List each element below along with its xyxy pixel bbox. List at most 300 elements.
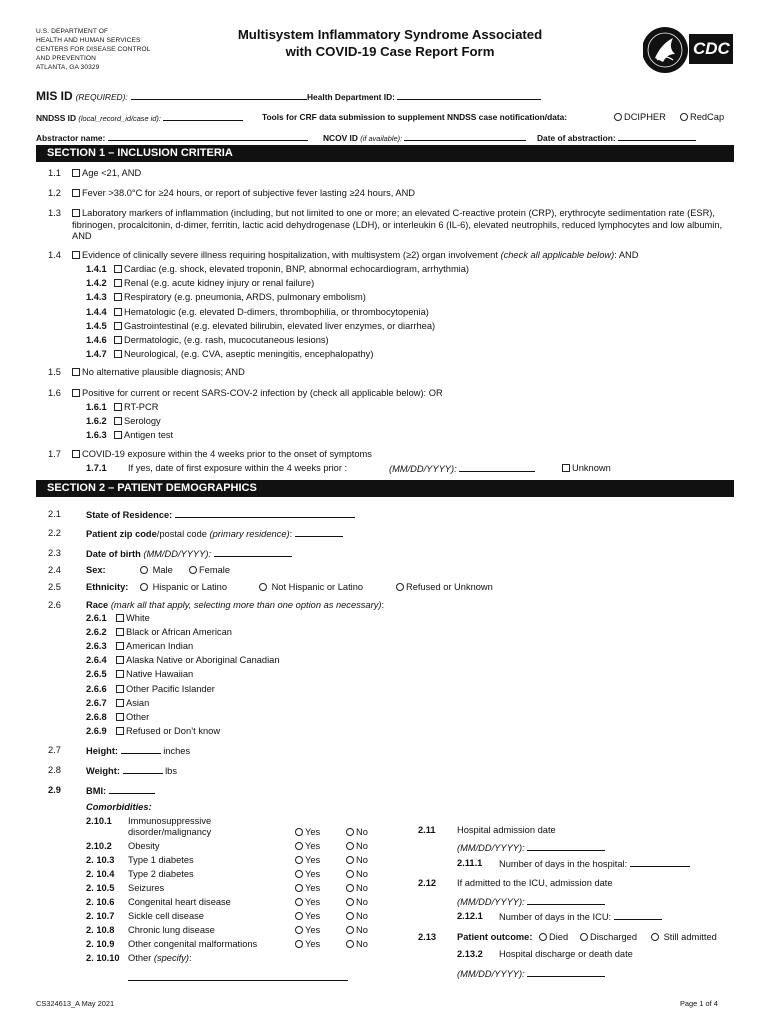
comorbidity-no-option[interactable] <box>346 925 368 935</box>
comorbidity-no-option[interactable] <box>346 841 368 851</box>
race-item <box>116 698 149 708</box>
hispanic-option[interactable] <box>140 582 227 592</box>
item-text: Cardiac (e.g. shock, elevated troponin, BNP, abnormal echocardiogram, arrhythmia) <box>124 264 470 274</box>
no-radio[interactable] <box>346 828 354 836</box>
exposure-date-field[interactable] <box>459 463 535 472</box>
mis-id-row <box>36 89 307 103</box>
other-comorb-field[interactable] <box>128 972 348 981</box>
organ-item <box>114 349 373 359</box>
item-num: 1.7.1 <box>86 463 107 473</box>
bmi-row <box>86 785 155 796</box>
ncov-field[interactable] <box>404 132 526 141</box>
ncov-row <box>323 132 526 143</box>
weight-label: Weight: <box>86 766 120 776</box>
checkbox[interactable] <box>72 209 80 217</box>
item-num: 2.1 <box>48 509 61 519</box>
item-num: 2.10.2 <box>86 841 112 851</box>
female-option[interactable] <box>189 565 230 575</box>
item-num: 2.11 <box>418 825 436 835</box>
comorbidities-title: Comorbidities: <box>86 802 152 812</box>
section-1-header: SECTION 1 – INCLUSION CRITERIA <box>36 145 734 162</box>
organ-item <box>114 321 435 331</box>
date-format: (MM/DD/YYYY): <box>457 843 525 853</box>
date-format: (MM/DD/YYYY): <box>457 897 525 907</box>
still-admitted-label: Still admitted <box>663 932 717 942</box>
no-label: No <box>356 827 368 837</box>
checkbox[interactable] <box>114 403 122 411</box>
item-text: COVID-19 exposure within the 4 weeks prior to the onset of symptoms <box>82 449 372 459</box>
checkbox[interactable] <box>116 713 124 721</box>
hospital-days-row <box>499 858 690 869</box>
yes-label: Yes <box>305 939 321 949</box>
item-num: 2.6.9 <box>86 725 107 736</box>
dob-format: (MM/DD/YYYY): <box>143 549 212 559</box>
item-num: 2. 10.10 <box>86 953 120 963</box>
agency-line: U.S. DEPARTMENT OF <box>36 28 109 35</box>
exposure-date-row <box>389 463 535 474</box>
no-radio[interactable] <box>346 870 354 878</box>
item-note: (check all applicable below) <box>500 250 615 260</box>
test-item <box>114 430 173 440</box>
hispanic-radio[interactable] <box>140 583 148 591</box>
item-num: 1.4.5 <box>86 320 107 331</box>
died-label: Died <box>549 932 569 942</box>
checkbox[interactable] <box>114 417 122 425</box>
comorbidity-yes-option[interactable] <box>295 911 320 921</box>
checkbox[interactable] <box>114 293 122 301</box>
checkbox[interactable] <box>114 279 122 287</box>
item-text: Hematologic (e.g. elevated D-dimers, thrombophilia, or thrombocytopenia) <box>124 306 429 317</box>
test-item <box>114 416 161 426</box>
item-text: Positive for current or recent SARS-COV-2 infection by (check all applicable below): OR <box>82 388 443 398</box>
no-label: No <box>356 855 368 865</box>
comorbidity-no-option[interactable] <box>346 869 368 879</box>
sex-label: Sex: <box>86 565 106 575</box>
no-label: No <box>356 883 368 893</box>
discharge-date-field[interactable] <box>527 968 605 977</box>
item-num: 1.6.2 <box>86 416 107 426</box>
agency-line: ATLANTA, GA 30329 <box>36 64 100 71</box>
checkbox[interactable] <box>116 628 124 636</box>
checkbox[interactable] <box>72 368 80 376</box>
refused-eth-radio[interactable] <box>396 583 404 591</box>
no-radio[interactable] <box>346 856 354 864</box>
checkbox[interactable] <box>116 614 124 622</box>
yes-label: Yes <box>305 925 321 935</box>
yes-radio[interactable] <box>295 898 303 906</box>
date-abs-label: Date of abstraction: <box>537 133 616 143</box>
comorbidity-yes-option[interactable] <box>295 925 320 935</box>
checkbox[interactable] <box>114 431 122 439</box>
item-num: 2.6.6 <box>86 683 107 694</box>
comorbidity-yes-option[interactable] <box>295 883 320 893</box>
cdc-logo-text: CDC <box>693 39 730 58</box>
hospital-days-label: Number of days in the hospital: <box>499 859 628 869</box>
race-row <box>86 600 384 610</box>
died-radio[interactable] <box>539 933 547 941</box>
item-num: 2.12.1 <box>457 911 483 921</box>
checkbox[interactable] <box>114 336 122 344</box>
dob-row <box>86 548 292 559</box>
still-admitted-option[interactable] <box>651 932 717 942</box>
item-text: Serology <box>124 416 161 426</box>
not-hispanic-option[interactable] <box>259 582 363 592</box>
item-num: 1.4.6 <box>86 335 107 345</box>
checkbox[interactable] <box>116 656 124 664</box>
item-num: 2. 10.9 <box>86 939 115 949</box>
zip-label: Patient zip code <box>86 529 157 539</box>
item-num: 1.4 <box>48 250 61 260</box>
redcap-radio[interactable] <box>680 113 688 121</box>
organ-item <box>114 264 469 274</box>
no-label: No <box>356 911 368 921</box>
height-row <box>86 745 190 756</box>
died-option[interactable] <box>539 932 568 942</box>
footer-code: CS324613_A May 2021 <box>36 999 115 1008</box>
organ-item <box>114 278 314 288</box>
race-colon: : <box>381 600 385 610</box>
comorbidity-no-option[interactable] <box>346 897 368 907</box>
comorbidity-label: Type 2 diabetes <box>128 869 194 879</box>
item-text: RT-PCR <box>124 402 159 412</box>
item-1-1 <box>72 168 141 178</box>
comorbidity-label: Congenital heart disease <box>128 897 231 907</box>
zip-label-b: /postal code <box>156 529 207 539</box>
no-label: No <box>356 925 368 935</box>
title-line-2: with COVID-19 Case Report Form <box>285 44 495 59</box>
bmi-label: BMI: <box>86 786 107 796</box>
weight-field[interactable] <box>123 765 163 774</box>
item-num: 1.6 <box>48 388 61 398</box>
section-2-header: SECTION 2 – PATIENT DEMOGRAPHICS <box>36 480 734 497</box>
date-abs-field[interactable] <box>618 132 696 141</box>
comorbidity-yes-option[interactable] <box>295 897 320 907</box>
race-item <box>116 627 232 637</box>
yes-label: Yes <box>305 883 321 893</box>
item-num: 2.6.2 <box>86 627 107 638</box>
item-text: Black or African American <box>126 627 232 638</box>
comorbidity-yes-option[interactable] <box>295 855 320 865</box>
abstractor-label: Abstractor name: <box>36 133 106 143</box>
not-hispanic-label: Not Hispanic or Latino <box>271 582 364 592</box>
zip-note: (primary residence) <box>209 529 290 539</box>
checkbox[interactable] <box>72 251 80 259</box>
state-field[interactable] <box>175 509 355 518</box>
item-num: 2.3 <box>48 548 61 558</box>
comorbidity-label: Obesity <box>128 841 160 851</box>
yes-radio[interactable] <box>295 940 303 948</box>
comorbidity-yes-option[interactable] <box>295 939 320 949</box>
item-num: 1.4.7 <box>86 349 107 360</box>
unknown-label: Unknown <box>572 463 611 473</box>
comorbidity-no-option[interactable] <box>346 939 368 949</box>
health-dept-field[interactable] <box>397 91 541 100</box>
item-num: 2. 10.3 <box>86 855 115 865</box>
refused-eth-label: Refused or Unknown <box>406 582 493 592</box>
organ-item <box>114 307 429 317</box>
hospital-days-field[interactable] <box>630 858 690 867</box>
item-num: 2.6.7 <box>86 697 107 708</box>
height-label: Height: <box>86 746 119 756</box>
ncov-sub: (if available): <box>360 134 403 143</box>
checkbox[interactable] <box>72 450 80 458</box>
item-num: 1.3 <box>48 208 61 218</box>
nndss-field[interactable] <box>163 112 243 121</box>
checkbox[interactable] <box>116 670 124 678</box>
comorbidity-no-option[interactable] <box>346 911 368 921</box>
discharged-radio[interactable] <box>580 933 588 941</box>
no-label: No <box>356 841 368 851</box>
no-label: No <box>356 897 368 907</box>
item-num: 2. 10.4 <box>86 869 115 879</box>
male-option[interactable] <box>140 565 173 575</box>
item-num: 2.2 <box>48 528 61 538</box>
date-format: (MM/DD/YYYY): <box>457 969 525 979</box>
yes-radio[interactable] <box>295 856 303 864</box>
item-num: 1.1 <box>48 168 61 178</box>
comorbidity-no-option[interactable] <box>346 827 368 837</box>
yes-radio[interactable] <box>295 842 303 850</box>
unknown-checkbox[interactable] <box>562 464 570 472</box>
item-num: 2.8 <box>48 765 61 775</box>
date-abs-row <box>537 132 696 143</box>
mis-id-label: MIS ID <box>36 89 73 103</box>
item-num: 1.7 <box>48 449 61 459</box>
comorbidity-label: Sickle cell disease <box>128 911 204 921</box>
item-num: 2.13.2 <box>457 949 483 959</box>
item-1-7 <box>72 449 372 459</box>
date-format: (MM/DD/YYYY): <box>389 464 457 474</box>
checkbox[interactable] <box>114 265 122 273</box>
race-item <box>116 712 149 722</box>
no-label: No <box>356 869 368 879</box>
other-comorb-row <box>128 953 192 963</box>
nndss-sub: (local_record_id/case id): <box>78 114 161 123</box>
agency-line: HEALTH AND HUMAN SERVICES <box>36 37 141 44</box>
comorbidity-label: Seizures <box>128 883 165 893</box>
item-text: Antigen test <box>124 430 174 440</box>
health-dept-label: Health Department ID: <box>307 92 395 102</box>
discharge-date-row <box>457 968 605 979</box>
icu-days-field[interactable] <box>614 911 662 920</box>
item-text: Fever >38.0°C for ≥24 hours, or report of subjective fever lasting ≥24 hours, AND <box>82 188 416 198</box>
discharged-label: Discharged <box>590 932 638 942</box>
item-num: 1.4.2 <box>86 278 107 289</box>
other-colon: : <box>189 953 192 963</box>
agency-line: CENTERS FOR DISEASE CONTROL <box>36 46 151 53</box>
checkbox[interactable] <box>116 642 124 650</box>
comorbidity-no-option[interactable] <box>346 883 368 893</box>
nndss-row <box>36 112 243 123</box>
abstractor-row <box>36 132 308 143</box>
checkbox[interactable] <box>116 699 124 707</box>
checkbox[interactable] <box>116 727 124 735</box>
no-radio[interactable] <box>346 926 354 934</box>
admission-date-field[interactable] <box>527 842 605 851</box>
comorbidity-yes-option[interactable] <box>295 869 320 879</box>
item-num: 2. 10.5 <box>86 883 115 893</box>
mis-id-field[interactable] <box>131 91 307 100</box>
discharge-label: Hospital discharge or death date <box>499 949 633 959</box>
item-num: 1.5 <box>48 367 61 377</box>
dcipher-label: DCIPHER <box>624 112 666 122</box>
no-radio[interactable] <box>346 842 354 850</box>
item-num: 1.6.1 <box>86 402 107 412</box>
organ-item <box>114 335 329 345</box>
cdc-logo <box>643 24 735 76</box>
item-num: 1.4.4 <box>86 306 107 317</box>
item-num: 2.11.1 <box>457 858 483 868</box>
male-label: Male <box>152 565 173 575</box>
item-text: American Indian <box>126 641 194 652</box>
refused-eth-option[interactable] <box>396 582 493 592</box>
item-num: 2.6.8 <box>86 711 107 722</box>
female-label: Female <box>199 565 231 575</box>
race-item <box>116 613 150 623</box>
dcipher-option[interactable] <box>614 112 666 122</box>
dob-field[interactable] <box>214 548 292 557</box>
checkbox[interactable] <box>72 169 80 177</box>
item-num: 1.6.3 <box>86 430 107 440</box>
item-text: Renal (e.g. acute kidney injury or renal failure) <box>124 278 315 289</box>
race-label: Race <box>86 600 109 610</box>
comorbidity-label: Chronic lung disease <box>128 925 215 935</box>
comorbidity-yes-option[interactable] <box>295 841 320 851</box>
item-text: Dermatologic, (e.g. rash, mucocutaneous lesions) <box>124 335 329 345</box>
item-text: Gastrointestinal (e.g. elevated bilirubin, elevated liver enzymes, or diarrhea) <box>124 320 436 331</box>
redcap-label: RedCap <box>690 112 725 122</box>
nndss-label: NNDSS ID <box>36 113 77 123</box>
no-radio[interactable] <box>346 898 354 906</box>
item-num: 2.13 <box>418 932 437 942</box>
item-text: Native Hawaiian <box>126 669 194 680</box>
height-field[interactable] <box>121 745 161 754</box>
comorbidity-label: Type 1 diabetes <box>128 855 194 865</box>
state-residence-row <box>86 509 355 520</box>
item-text: Evidence of clinically severe illness requiring hospitalization, with multisystem (≥2) organ involvement <box>82 250 498 260</box>
agency-line: AND PREVENTION <box>36 55 97 62</box>
icu-days-label: Number of days in the ICU: <box>499 912 612 922</box>
yes-radio[interactable] <box>295 884 303 892</box>
yes-radio[interactable] <box>295 926 303 934</box>
item-text: White <box>126 613 150 623</box>
height-unit: inches <box>163 746 191 756</box>
no-radio[interactable] <box>346 912 354 920</box>
yes-label: Yes <box>305 841 321 851</box>
form-title <box>190 26 590 60</box>
admission-label: Hospital admission date <box>457 825 556 835</box>
discharged-option[interactable] <box>580 932 637 942</box>
redcap-option[interactable] <box>680 112 724 122</box>
race-note: (mark all that apply, selecting more than one option as necessary) <box>110 600 382 610</box>
item-text: Other Pacific Islander <box>126 683 215 694</box>
item-num: 2.12 <box>418 878 437 888</box>
item-text: Respiratory (e.g. pneumonia, ARDS, pulmonary embolism) <box>124 292 366 303</box>
comorbidity-label: Other congenital malformations <box>128 939 258 949</box>
comorbidity-yes-option[interactable] <box>295 827 320 837</box>
ethnicity-label: Ethnicity: <box>86 582 129 592</box>
item-text: No alternative plausible diagnosis; AND <box>82 367 245 377</box>
item-num: 2.6.5 <box>86 669 107 680</box>
health-dept-row <box>307 91 541 102</box>
item-num: 2.4 <box>48 565 61 575</box>
yes-label: Yes <box>305 897 321 907</box>
female-radio[interactable] <box>189 566 197 574</box>
abstractor-field[interactable] <box>108 132 308 141</box>
comorbidity-label-cont: disorder/malignancy <box>128 827 212 837</box>
male-radio[interactable] <box>140 566 148 574</box>
checkbox[interactable] <box>116 685 124 693</box>
comorbidity-label: Immunosuppressive <box>128 816 212 826</box>
tools-label: Tools for CRF data submission to supplement NNDSS case notification/data: <box>262 112 568 122</box>
item-num: 2. 10.7 <box>86 911 115 921</box>
yes-label: Yes <box>305 855 321 865</box>
dcipher-radio[interactable] <box>614 113 622 121</box>
checkbox[interactable] <box>114 350 122 358</box>
comorbidity-no-option[interactable] <box>346 855 368 865</box>
no-radio[interactable] <box>346 940 354 948</box>
item-text: Asian <box>126 697 150 708</box>
other-note: (specify) <box>153 953 189 963</box>
race-item <box>116 726 220 736</box>
yes-radio[interactable] <box>295 870 303 878</box>
bmi-field[interactable] <box>109 785 155 794</box>
item-num: 2.7 <box>48 745 61 755</box>
icu-date-row <box>457 896 605 907</box>
icu-date-field[interactable] <box>527 896 605 905</box>
not-hispanic-radio[interactable] <box>259 583 267 591</box>
checkbox[interactable] <box>72 389 80 397</box>
item-num: 2.9 <box>48 785 61 795</box>
no-radio[interactable] <box>346 884 354 892</box>
item-num: 2.10.1 <box>86 816 112 826</box>
no-label: No <box>356 939 368 949</box>
zip-field[interactable] <box>295 528 343 537</box>
unknown-option[interactable] <box>562 463 611 473</box>
ncov-label: NCOV ID <box>323 133 358 143</box>
item-text: Age <21, AND <box>82 168 142 178</box>
yes-label: Yes <box>305 827 321 837</box>
checkbox[interactable] <box>114 322 122 330</box>
item-text: Refused or Don’t know <box>126 725 221 736</box>
item-num: 2. 10.8 <box>86 925 115 935</box>
yes-radio[interactable] <box>295 828 303 836</box>
item-1-4 <box>72 250 638 260</box>
yes-radio[interactable] <box>295 912 303 920</box>
item-1-3 <box>72 208 732 243</box>
item-num: 1.4.1 <box>86 264 107 274</box>
dob-label: Date of birth <box>86 549 141 559</box>
outcome-label: Patient outcome: <box>457 932 533 942</box>
zip-colon: : <box>289 529 293 539</box>
checkbox[interactable] <box>114 308 122 316</box>
exposure-date-label: If yes, date of first exposure within the 4 weeks prior : <box>128 463 348 473</box>
icu-label: If admitted to the ICU, admission date <box>457 878 613 888</box>
weight-row <box>86 765 177 776</box>
hispanic-label: Hispanic or Latino <box>152 582 228 592</box>
checkbox[interactable] <box>72 189 80 197</box>
race-item <box>116 669 193 679</box>
state-label: State of Residence: <box>86 510 173 520</box>
yes-label: Yes <box>305 911 321 921</box>
other-label: Other <box>128 953 152 963</box>
race-item <box>116 655 280 665</box>
mis-id-required: (REQUIRED): <box>75 92 128 102</box>
page-number: Page 1 of 4 <box>680 999 718 1008</box>
still-admitted-radio[interactable] <box>651 933 659 941</box>
item-text: Laboratory markers of inflammation (including, but not limited to one or more; an elevated C-reactive protein (CRP), erythrocyte sedimentation rate (ESR), fibrinogen, procalcitonin, d-dimer, ferritin, lactic acid dehydrogenase (LDH), or interleukin 6 (IL-6), elevated neutrophils, reduced lymphocytes and low albumin, AND <box>72 208 723 241</box>
icu-days-row <box>499 911 662 922</box>
